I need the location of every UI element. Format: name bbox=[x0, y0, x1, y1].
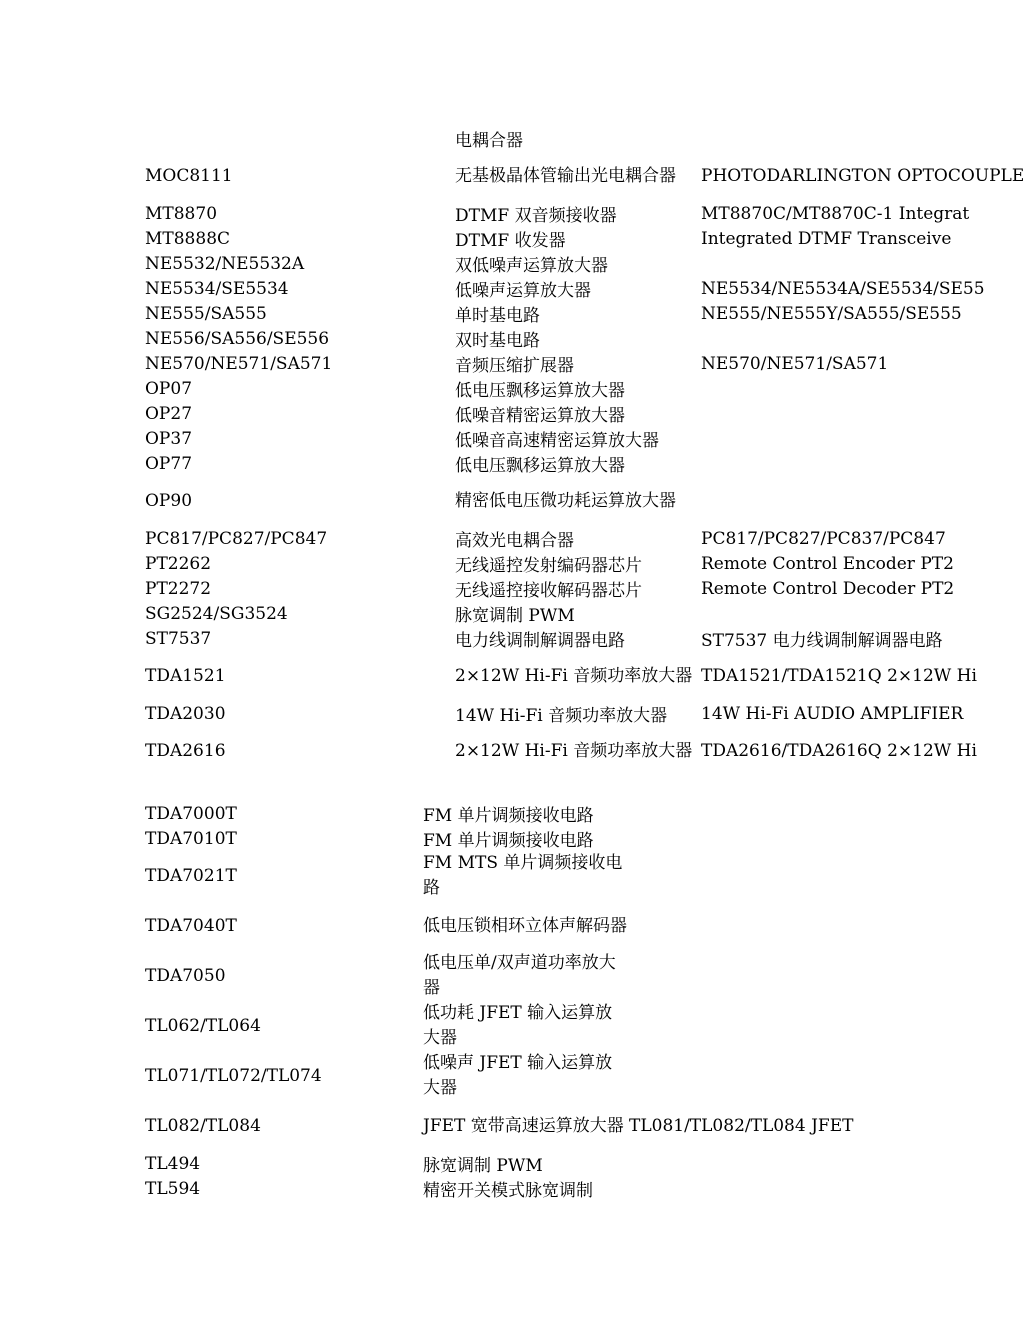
description-text: 低电压飘移运算放大器 bbox=[455, 456, 625, 476]
description-text: 音频压缩扩展器 bbox=[455, 356, 574, 376]
part-number-text: NE570/NE571/SA571 bbox=[145, 353, 333, 374]
datasheet-title-cell bbox=[701, 151, 1024, 201]
part-number-cell bbox=[145, 801, 415, 826]
description-cell bbox=[423, 951, 629, 1001]
datasheet-title-text: Remote Control Encoder PT2 bbox=[701, 553, 954, 574]
datasheet-title-cell bbox=[701, 276, 985, 301]
description-text: 低功耗 JFET 输入运算放大器 bbox=[423, 1003, 613, 1048]
part-number-text: NE555/SA555 bbox=[145, 303, 267, 324]
description-text: 低电压锁相环立体声解码器 bbox=[423, 915, 627, 936]
part-number-cell bbox=[145, 1001, 415, 1051]
description-text: 脉宽调制 PWM bbox=[455, 606, 575, 626]
description-text: 2×12W Hi-Fi 音频功率放大器 bbox=[455, 665, 693, 686]
description-text: 精密低电压微功耗运算放大器 bbox=[455, 490, 676, 511]
description-text: 低噪声运算放大器 bbox=[455, 281, 591, 301]
description-cell bbox=[455, 476, 695, 526]
description-cell bbox=[423, 1051, 629, 1101]
part-number-text: NE5534/SE5534 bbox=[145, 278, 289, 299]
part-number-text: TDA7050 bbox=[145, 966, 226, 986]
part-number-cell bbox=[145, 201, 445, 226]
description-text: FM 单片调频接收电路 bbox=[423, 806, 594, 826]
datasheet-title-cell bbox=[701, 251, 961, 276]
description-text: DTMF 收发器 bbox=[455, 231, 566, 251]
part-number-cell bbox=[145, 251, 445, 276]
description-text: 单时基电路 bbox=[455, 306, 540, 326]
datasheet-title-cell bbox=[701, 201, 970, 226]
part-number-text: MOC8111 bbox=[145, 166, 233, 186]
description-text: 脉宽调制 PWM bbox=[423, 1156, 543, 1176]
part-number-cell bbox=[145, 651, 445, 701]
part-number-cell bbox=[145, 351, 445, 376]
datasheet-title-cell bbox=[701, 526, 961, 551]
part-number-text: TL082/TL084 bbox=[145, 1116, 261, 1136]
description-text: 14W Hi-Fi 音频功率放大器 bbox=[455, 706, 668, 726]
description-cell bbox=[423, 826, 629, 851]
description-text: 低噪声 JFET 输入运算放大器 bbox=[423, 1053, 613, 1098]
datasheet-title-text: PHOTODARLINGTON OPTOCOUPLE bbox=[701, 166, 1024, 186]
description-text: 无线遥控发射编码器芯片 bbox=[455, 556, 642, 576]
datasheet-title-text: MT8870C/MT8870C-1 Integrat bbox=[701, 203, 970, 224]
part-number-cell bbox=[145, 576, 445, 601]
part-number-text: TL071/TL072/TL074 bbox=[145, 1066, 322, 1086]
description-cell bbox=[455, 326, 695, 351]
description-text: 低噪音精密运算放大器 bbox=[455, 406, 625, 426]
part-number-text: TDA2616 bbox=[145, 741, 226, 761]
description-text: 低电压单/双声道功率放大器 bbox=[423, 953, 616, 998]
datasheet-title-cell bbox=[701, 376, 961, 401]
part-number-cell bbox=[145, 376, 445, 401]
part-number-cell bbox=[145, 551, 445, 576]
description-text: JFET 宽带高速运算放大器 bbox=[423, 1115, 624, 1136]
datasheet-title-cell bbox=[701, 451, 961, 476]
description-text: 低电压飘移运算放大器 bbox=[455, 381, 625, 401]
description-text: DTMF 双音频接收器 bbox=[455, 206, 617, 226]
description-cell bbox=[455, 426, 695, 451]
part-number-text: PT2262 bbox=[145, 553, 212, 574]
description-cell bbox=[455, 651, 695, 701]
datasheet-title-cell bbox=[701, 476, 961, 526]
datasheet-title-text: ST7537 电力线调制解调器电路 bbox=[701, 631, 943, 651]
part-number-cell bbox=[145, 426, 445, 451]
description-cell bbox=[455, 126, 695, 151]
part-number-text: TL062/TL064 bbox=[145, 1016, 261, 1036]
datasheet-title-text: Remote Control Decoder PT2 bbox=[701, 578, 955, 599]
part-number-cell bbox=[145, 1051, 415, 1101]
description-text: 无基极晶体管输出光电耦合器 bbox=[455, 165, 676, 186]
part-number-text: TDA7000T bbox=[145, 803, 237, 824]
description-cell bbox=[455, 551, 695, 576]
part-number-cell bbox=[145, 726, 445, 776]
part-number-cell bbox=[145, 301, 445, 326]
part-number-text: TDA1521 bbox=[145, 666, 226, 686]
description-text: 高效光电耦合器 bbox=[455, 531, 574, 551]
part-number-cell bbox=[145, 226, 445, 251]
description-cell bbox=[423, 901, 629, 951]
description-text: 低噪音高速精密运算放大器 bbox=[455, 431, 659, 451]
part-number-cell bbox=[145, 276, 445, 301]
part-number-text: OP27 bbox=[145, 403, 193, 424]
datasheet-title-cell bbox=[701, 726, 977, 776]
part-number-text: OP07 bbox=[145, 378, 193, 399]
description-cell bbox=[455, 276, 695, 301]
part-number-text: TDA2030 bbox=[145, 703, 226, 724]
part-number-cell bbox=[145, 626, 445, 651]
part-number-text: SG2524/SG3524 bbox=[145, 603, 288, 624]
datasheet-title-cell bbox=[701, 551, 961, 576]
part-number-text: TDA7040T bbox=[145, 916, 237, 936]
part-number-cell bbox=[145, 1176, 415, 1201]
description-cell bbox=[455, 201, 695, 226]
description-cell bbox=[455, 726, 695, 776]
datasheet-title-text: TDA2616/TDA2616Q 2×12W Hi bbox=[701, 741, 977, 761]
description-cell bbox=[423, 1001, 629, 1051]
part-number-text: MT8888C bbox=[145, 228, 231, 249]
description-cell bbox=[455, 251, 695, 276]
datasheet-title-cell bbox=[701, 351, 961, 376]
part-number-cell bbox=[145, 851, 415, 901]
part-number-text: TL594 bbox=[145, 1178, 201, 1199]
datasheet-title-cell bbox=[701, 326, 961, 351]
datasheet-title-cell bbox=[629, 1101, 929, 1151]
part-number-cell bbox=[145, 951, 415, 1001]
part-number-cell bbox=[145, 126, 445, 151]
datasheet-title-cell bbox=[701, 226, 961, 251]
datasheet-title-text: 14W Hi-Fi AUDIO AMPLIFIER bbox=[701, 703, 964, 724]
datasheet-title-cell bbox=[629, 1176, 929, 1201]
part-number-text: TDA7010T bbox=[145, 828, 237, 849]
description-cell bbox=[455, 701, 695, 726]
datasheet-title-cell bbox=[701, 401, 961, 426]
part-number-cell bbox=[145, 701, 445, 726]
part-number-text: NE5532/NE5532A bbox=[145, 253, 305, 274]
part-number-text: OP37 bbox=[145, 428, 193, 449]
datasheet-title-text: TL081/TL082/TL084 JFET bbox=[629, 1116, 854, 1136]
datasheet-title-cell bbox=[629, 826, 929, 851]
description-cell bbox=[455, 601, 695, 626]
part-number-cell bbox=[145, 601, 445, 626]
datasheet-title-cell bbox=[629, 951, 929, 1001]
datasheet-title-cell bbox=[701, 701, 964, 726]
datasheet-title-text: NE570/NE571/SA571 bbox=[701, 353, 889, 374]
part-number-text: NE556/SA556/SE556 bbox=[145, 328, 330, 349]
description-cell bbox=[455, 526, 695, 551]
part-number-text: TL494 bbox=[145, 1153, 201, 1174]
description-cell bbox=[455, 451, 695, 476]
part-number-text: MT8870 bbox=[145, 203, 218, 224]
description-text: FM MTS 单片调频接收电路 bbox=[423, 853, 623, 898]
datasheet-title-text: NE555/NE555Y/SA555/SE555 bbox=[701, 303, 962, 324]
datasheet-title-cell bbox=[701, 626, 961, 651]
datasheet-title-cell bbox=[629, 1001, 929, 1051]
datasheet-title-cell bbox=[701, 601, 961, 626]
part-number-cell bbox=[145, 451, 445, 476]
description-text: 无线遥控接收解码器芯片 bbox=[455, 581, 642, 601]
datasheet-title-cell bbox=[629, 1151, 929, 1176]
description-cell bbox=[455, 401, 695, 426]
description-text: FM 单片调频接收电路 bbox=[423, 831, 594, 851]
description-text: 双时基电路 bbox=[455, 331, 540, 351]
description-cell bbox=[423, 801, 629, 826]
description-cell bbox=[423, 1176, 629, 1201]
description-cell bbox=[455, 226, 695, 251]
part-number-cell bbox=[145, 826, 415, 851]
description-text: 双低噪声运算放大器 bbox=[455, 256, 608, 276]
datasheet-title-text: NE5534/NE5534A/SE5534/SE55 bbox=[701, 278, 985, 299]
description-cell bbox=[455, 351, 695, 376]
datasheet-title-cell bbox=[701, 576, 961, 601]
description-text: 2×12W Hi-Fi 音频功率放大器 bbox=[455, 740, 693, 761]
datasheet-title-cell bbox=[629, 901, 929, 951]
description-cell bbox=[423, 1101, 629, 1151]
part-number-cell bbox=[145, 476, 445, 526]
datasheet-title-cell bbox=[629, 1051, 929, 1101]
description-cell bbox=[455, 301, 695, 326]
datasheet-title-cell bbox=[629, 801, 929, 826]
part-number-cell bbox=[145, 326, 445, 351]
datasheet-title-text: PC817/PC827/PC837/PC847 bbox=[701, 528, 946, 549]
part-number-text: PT2272 bbox=[145, 578, 212, 599]
description-text: 电耦合器 bbox=[455, 131, 523, 151]
part-number-cell bbox=[145, 901, 415, 951]
datasheet-title-cell bbox=[701, 651, 977, 701]
part-number-cell bbox=[145, 151, 445, 201]
datasheet-title-cell bbox=[629, 851, 929, 901]
part-number-text: OP90 bbox=[145, 491, 193, 511]
description-cell bbox=[455, 151, 695, 201]
description-text: 精密开关模式脉宽调制 bbox=[423, 1181, 593, 1201]
part-number-text: OP77 bbox=[145, 453, 193, 474]
datasheet-title-cell bbox=[701, 426, 961, 451]
description-cell bbox=[455, 576, 695, 601]
part-number-cell bbox=[145, 401, 445, 426]
part-number-text: ST7537 bbox=[145, 628, 212, 649]
datasheet-title-cell bbox=[701, 301, 961, 326]
description-text: 电力线调制解调器电路 bbox=[455, 631, 625, 651]
part-number-cell bbox=[145, 1151, 415, 1176]
part-number-cell bbox=[145, 1101, 415, 1151]
description-cell bbox=[455, 376, 695, 401]
datasheet-title-text: Integrated DTMF Transceive bbox=[701, 228, 952, 249]
part-number-text: PC817/PC827/PC847 bbox=[145, 528, 328, 549]
description-cell bbox=[455, 626, 695, 651]
description-cell bbox=[423, 1151, 629, 1176]
part-number-text: TDA7021T bbox=[145, 866, 237, 886]
part-number-cell bbox=[145, 526, 445, 551]
description-cell bbox=[423, 851, 629, 901]
datasheet-title-cell bbox=[701, 126, 961, 151]
datasheet-title-text: TDA1521/TDA1521Q 2×12W Hi bbox=[701, 666, 977, 686]
